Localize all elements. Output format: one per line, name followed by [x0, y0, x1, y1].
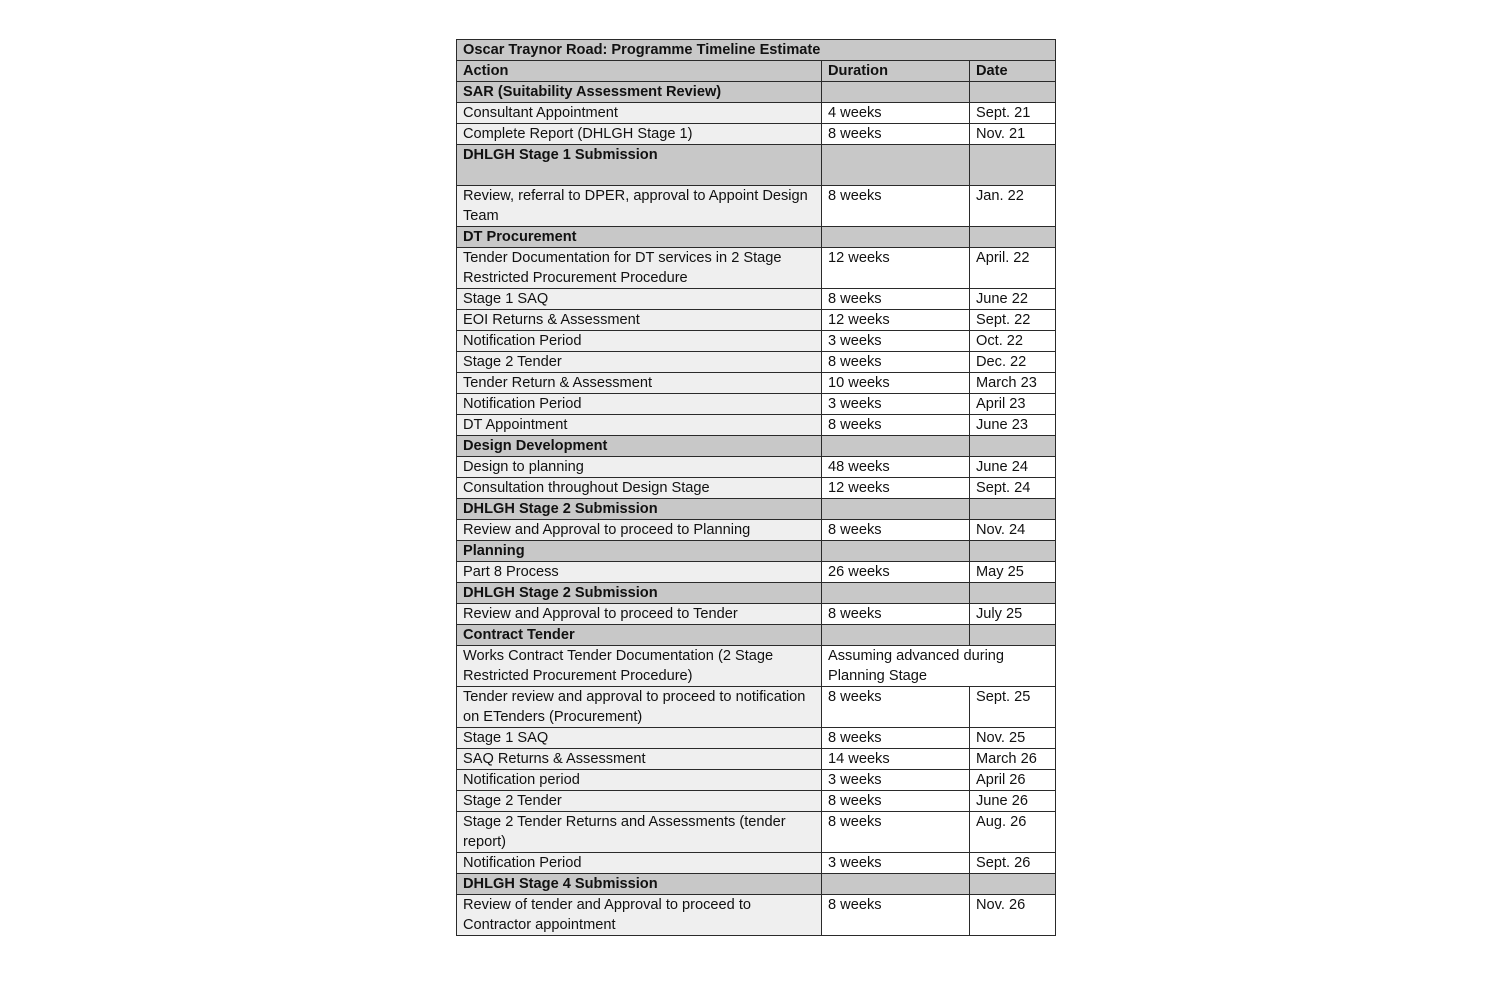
section-duration-cell	[822, 145, 970, 186]
date-cell: June 24	[970, 457, 1056, 478]
table-row	[457, 853, 1056, 874]
section-title: DHLGH Stage 2 Submission	[457, 583, 822, 604]
duration-cell: 8 weeks	[822, 812, 970, 853]
action-cell: Consultant Appointment	[457, 103, 822, 124]
table-row	[457, 103, 1056, 124]
duration-cell: 8 weeks	[822, 687, 970, 728]
table-body	[457, 40, 1056, 936]
date-cell: June 23	[970, 415, 1056, 436]
table-row	[457, 415, 1056, 436]
action-cell: Works Contract Tender Documentation (2 Stage Restricted Procurement Procedure)	[457, 646, 822, 687]
action-cell: Stage 1 SAQ	[457, 728, 822, 749]
section-duration-cell	[822, 227, 970, 248]
table-row	[457, 728, 1056, 749]
date-cell: March 26	[970, 749, 1056, 770]
section-date-cell	[970, 583, 1056, 604]
action-cell: Stage 2 Tender	[457, 791, 822, 812]
section-row	[457, 436, 1056, 457]
column-header-duration: Duration	[822, 61, 970, 82]
action-cell: Notification Period	[457, 394, 822, 415]
action-cell: Stage 2 Tender	[457, 352, 822, 373]
section-date-cell	[970, 82, 1056, 103]
action-cell: Tender Documentation for DT services in 2 Stage Restricted Procurement Procedure	[457, 248, 822, 289]
table-row	[457, 520, 1056, 541]
section-date-cell	[970, 145, 1056, 186]
duration-cell: 8 weeks	[822, 520, 970, 541]
section-row	[457, 874, 1056, 895]
section-duration-cell	[822, 82, 970, 103]
date-cell: June 22	[970, 289, 1056, 310]
section-row	[457, 499, 1056, 520]
table-title: Oscar Traynor Road: Programme Timeline Estimate	[457, 40, 1056, 61]
action-cell: SAQ Returns & Assessment	[457, 749, 822, 770]
date-cell: April 26	[970, 770, 1056, 791]
date-cell: Dec. 22	[970, 352, 1056, 373]
duration-cell: 3 weeks	[822, 853, 970, 874]
action-cell: Notification period	[457, 770, 822, 791]
section-row	[457, 227, 1056, 248]
section-date-cell	[970, 541, 1056, 562]
section-title: Design Development	[457, 436, 822, 457]
table-row	[457, 289, 1056, 310]
table-row	[457, 749, 1056, 770]
section-row	[457, 541, 1056, 562]
action-cell: EOI Returns & Assessment	[457, 310, 822, 331]
table-row	[457, 812, 1056, 853]
duration-cell: 12 weeks	[822, 248, 970, 289]
table-row	[457, 646, 1056, 687]
action-cell: Stage 1 SAQ	[457, 289, 822, 310]
date-cell: Aug. 26	[970, 812, 1056, 853]
table-row	[457, 248, 1056, 289]
date-cell: July 25	[970, 604, 1056, 625]
duration-cell: 3 weeks	[822, 394, 970, 415]
duration-cell: 8 weeks	[822, 289, 970, 310]
duration-cell: 8 weeks	[822, 415, 970, 436]
section-duration-cell	[822, 436, 970, 457]
duration-cell: 3 weeks	[822, 331, 970, 352]
section-title: DT Procurement	[457, 227, 822, 248]
action-cell: Design to planning	[457, 457, 822, 478]
action-cell: Stage 2 Tender Returns and Assessments (tender report)	[457, 812, 822, 853]
table-row	[457, 770, 1056, 791]
section-duration-cell	[822, 874, 970, 895]
duration-cell: 14 weeks	[822, 749, 970, 770]
section-duration-cell	[822, 541, 970, 562]
date-cell: Nov. 24	[970, 520, 1056, 541]
duration-cell: 10 weeks	[822, 373, 970, 394]
table-row	[457, 895, 1056, 936]
section-title: DHLGH Stage 1 Submission	[457, 145, 822, 186]
table-row	[457, 394, 1056, 415]
date-cell: Nov. 26	[970, 895, 1056, 936]
action-cell: Review of tender and Approval to proceed to Contractor appointment	[457, 895, 822, 936]
date-cell: Sept. 24	[970, 478, 1056, 499]
duration-cell: 8 weeks	[822, 791, 970, 812]
action-cell: Review and Approval to proceed to Tender	[457, 604, 822, 625]
action-cell: Complete Report (DHLGH Stage 1)	[457, 124, 822, 145]
duration-cell: 8 weeks	[822, 186, 970, 227]
section-title: SAR (Suitability Assessment Review)	[457, 82, 822, 103]
section-title: DHLGH Stage 4 Submission	[457, 874, 822, 895]
duration-cell: 48 weeks	[822, 457, 970, 478]
action-cell: Tender Return & Assessment	[457, 373, 822, 394]
duration-cell: 26 weeks	[822, 562, 970, 583]
date-cell: March 23	[970, 373, 1056, 394]
column-header-date: Date	[970, 61, 1056, 82]
action-cell: Tender review and approval to proceed to notification on ETenders (Procurement)	[457, 687, 822, 728]
table-row	[457, 457, 1056, 478]
section-title: Planning	[457, 541, 822, 562]
table-row	[457, 373, 1056, 394]
date-cell: Sept. 22	[970, 310, 1056, 331]
action-cell: Notification Period	[457, 331, 822, 352]
table-row	[457, 562, 1056, 583]
section-title: DHLGH Stage 2 Submission	[457, 499, 822, 520]
duration-cell: 8 weeks	[822, 352, 970, 373]
section-row	[457, 625, 1056, 646]
section-duration-cell	[822, 499, 970, 520]
duration-cell: 8 weeks	[822, 124, 970, 145]
date-cell: Sept. 26	[970, 853, 1056, 874]
action-cell: DT Appointment	[457, 415, 822, 436]
date-cell: Jan. 22	[970, 186, 1056, 227]
date-cell: Sept. 25	[970, 687, 1056, 728]
duration-cell: 8 weeks	[822, 604, 970, 625]
table-row	[457, 310, 1056, 331]
table-row	[457, 124, 1056, 145]
duration-cell: 8 weeks	[822, 728, 970, 749]
date-cell: June 26	[970, 791, 1056, 812]
table-row	[457, 352, 1056, 373]
action-cell: Consultation throughout Design Stage	[457, 478, 822, 499]
table-row	[457, 791, 1056, 812]
action-cell: Part 8 Process	[457, 562, 822, 583]
table-row	[457, 186, 1056, 227]
duration-note-cell: Assuming advanced during Planning Stage	[822, 646, 1056, 687]
column-header-action: Action	[457, 61, 822, 82]
date-cell: Sept. 21	[970, 103, 1056, 124]
date-cell: April. 22	[970, 248, 1056, 289]
section-date-cell	[970, 874, 1056, 895]
date-cell: Oct. 22	[970, 331, 1056, 352]
column-header-row	[457, 61, 1056, 82]
table-row	[457, 331, 1056, 352]
action-cell: Notification Period	[457, 853, 822, 874]
duration-cell: 4 weeks	[822, 103, 970, 124]
section-row	[457, 82, 1056, 103]
duration-cell: 12 weeks	[822, 310, 970, 331]
date-cell: Nov. 25	[970, 728, 1056, 749]
section-date-cell	[970, 227, 1056, 248]
section-date-cell	[970, 625, 1056, 646]
duration-cell: 12 weeks	[822, 478, 970, 499]
section-title: Contract Tender	[457, 625, 822, 646]
table-title-row	[457, 40, 1056, 61]
duration-cell: 3 weeks	[822, 770, 970, 791]
table-row	[457, 604, 1056, 625]
action-cell: Review, referral to DPER, approval to Appoint Design Team	[457, 186, 822, 227]
action-cell: Review and Approval to proceed to Planning	[457, 520, 822, 541]
section-row	[457, 583, 1056, 604]
date-cell: May 25	[970, 562, 1056, 583]
table-row	[457, 687, 1056, 728]
section-duration-cell	[822, 625, 970, 646]
programme-timeline-table	[456, 39, 1056, 936]
duration-cell: 8 weeks	[822, 895, 970, 936]
date-cell: April 23	[970, 394, 1056, 415]
section-duration-cell	[822, 583, 970, 604]
date-cell: Nov. 21	[970, 124, 1056, 145]
section-date-cell	[970, 499, 1056, 520]
section-date-cell	[970, 436, 1056, 457]
section-row	[457, 145, 1056, 186]
table-row	[457, 478, 1056, 499]
